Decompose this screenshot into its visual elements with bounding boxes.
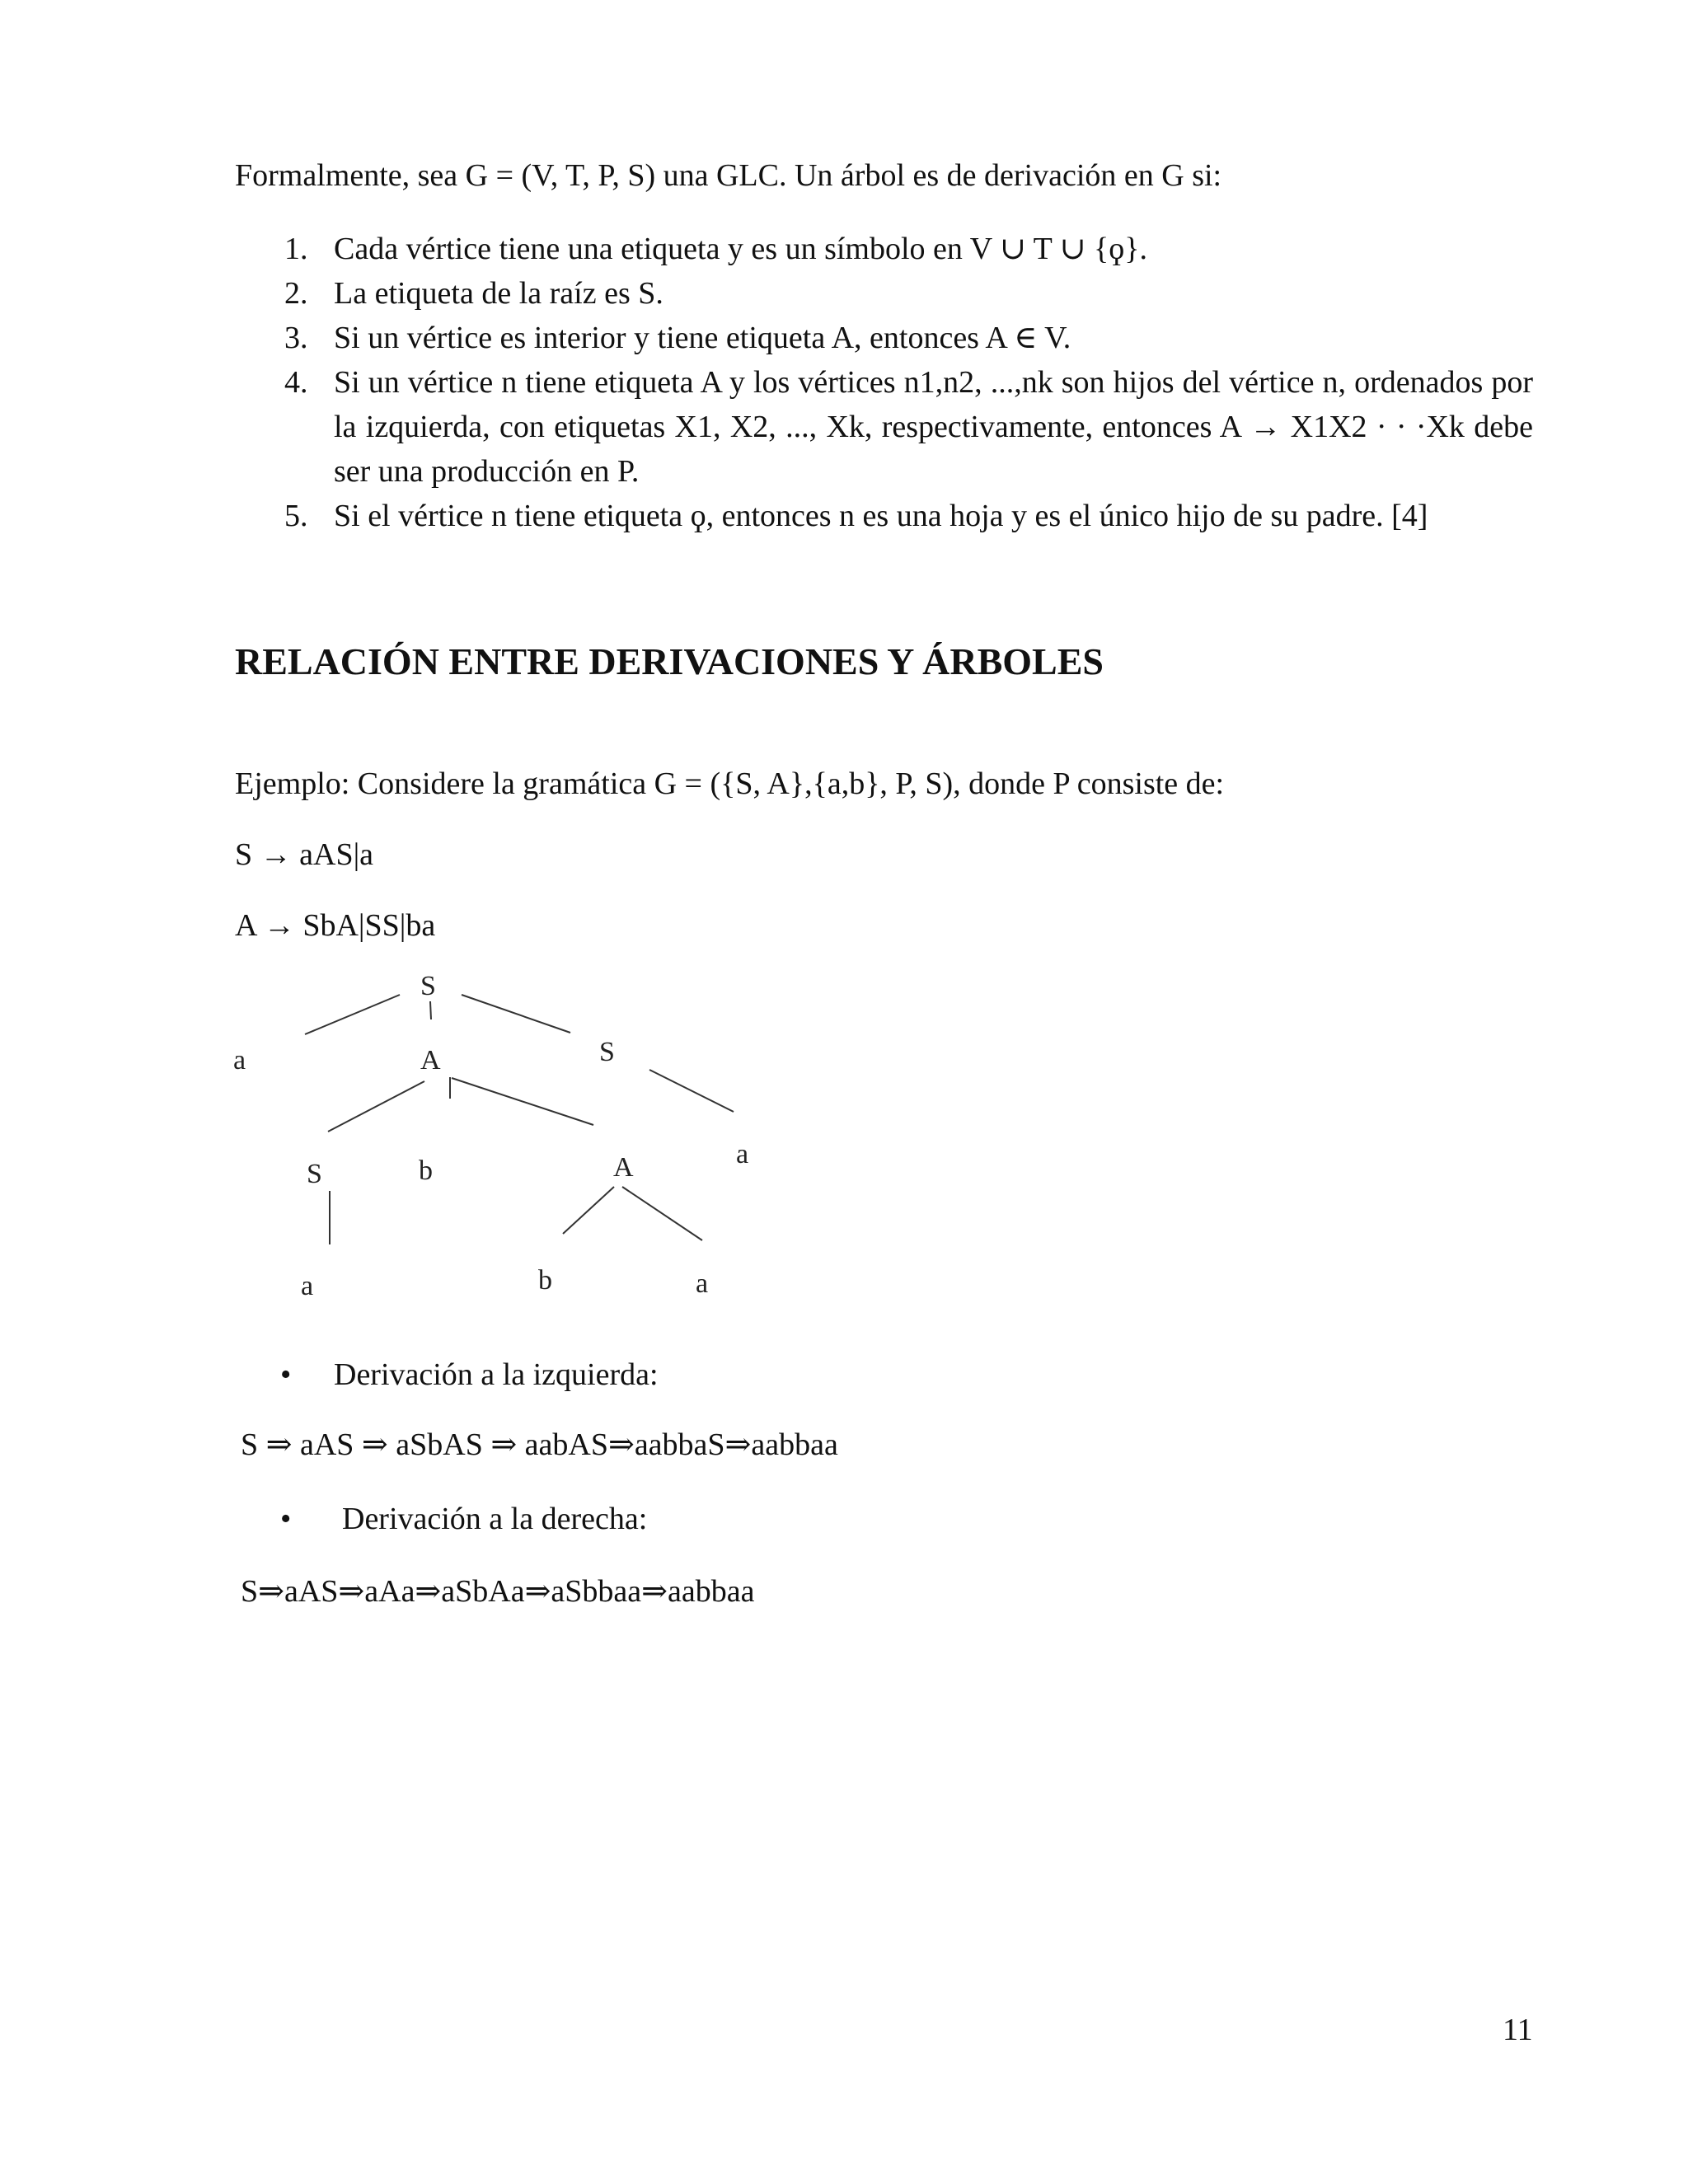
tree-edge-A-a-leaf <box>622 1187 702 1240</box>
condition-text: La etiqueta de la raíz es S. <box>334 276 663 311</box>
condition-number: 4. <box>284 365 308 400</box>
tree-node-a: a <box>233 1045 246 1076</box>
condition-text: Si un vértice n tiene etiqueta A y los vértices n1,n2, ...,nk son hijos del vértice n, ordenados por la izquierda, con etiquetas X1, X2, ..., Xk, respectivamente, entonces A → X1X2 · · ·Xk debe ser una producción en P. <box>334 365 1533 489</box>
tree-edge-A-b-leaf <box>563 1187 614 1234</box>
left-derivation-sequence: S ⇒ aAS ⇒ aSbAS ⇒ aabAS⇒aabbaS⇒aabbaa <box>241 1427 838 1462</box>
tree-edge-root-a <box>305 995 400 1034</box>
tree-node-a: a <box>696 1268 709 1299</box>
left-derivation-label: Derivación a la izquierda: <box>334 1357 659 1392</box>
tree-node-a: a <box>736 1139 749 1169</box>
conditions-list <box>280 227 1533 538</box>
right-derivation-label: Derivación a la derecha: <box>342 1502 648 1536</box>
condition-item <box>280 227 1533 271</box>
right-derivation-sequence: S⇒aAS⇒aAa⇒aSbAa⇒aSbbaa⇒aabbaa <box>241 1574 755 1609</box>
condition-text: Cada vértice tiene una etiqueta y es un símbolo en V ∪ T ∪ {ϙ}. <box>334 232 1147 266</box>
tree-node-A: A <box>420 1045 441 1076</box>
tree-edge-root-S <box>462 995 570 1033</box>
condition-number: 2. <box>284 276 308 311</box>
tree-node-b: b <box>419 1155 433 1186</box>
example-paragraph: Ejemplo: Considere la gramática G = ({S, A},{a,b}, P, S), donde P consiste de: <box>235 766 1225 801</box>
tree-node-S: S <box>599 1037 615 1067</box>
condition-item <box>280 360 1533 494</box>
tree-node-A: A <box>613 1152 634 1183</box>
tree-node-S: S <box>307 1159 322 1189</box>
tree-node-root: S <box>420 971 436 1001</box>
condition-item <box>280 316 1533 360</box>
bullet-dot: • <box>280 1357 292 1392</box>
condition-item <box>280 494 1533 538</box>
bullet-dot: • <box>280 1502 292 1536</box>
intro-paragraph: Formalmente, sea G = (V, T, P, S) una GLC. Un árbol es de derivación en G si: <box>235 158 1222 193</box>
page-number: 11 <box>1503 2013 1533 2047</box>
condition-item <box>280 271 1533 316</box>
tree-edge-S-a <box>649 1070 734 1112</box>
tree-node-b: b <box>538 1265 552 1296</box>
tree-edge-A-A <box>452 1078 593 1125</box>
tree-edge-root-A <box>430 1001 431 1019</box>
section-heading: RELACIÓN ENTRE DERIVACIONES Y ÁRBOLES <box>235 640 1104 682</box>
condition-number: 5. <box>284 499 308 533</box>
production-rule-s: S → aAS|a <box>235 837 374 872</box>
tree-edge-A-S <box>328 1081 424 1132</box>
tree-node-a: a <box>301 1271 314 1301</box>
production-rule-a: A → SbA|SS|ba <box>235 908 436 943</box>
condition-text: Si el vértice n tiene etiqueta ϙ, entonces n es una hoja y es el único hijo de su padre. [4] <box>334 499 1428 533</box>
derivation-tree-diagram <box>223 968 767 1315</box>
condition-text: Si un vértice es interior y tiene etiqueta A, entonces A ∈ V. <box>334 321 1071 355</box>
condition-number: 3. <box>284 321 308 355</box>
condition-number: 1. <box>284 232 308 266</box>
